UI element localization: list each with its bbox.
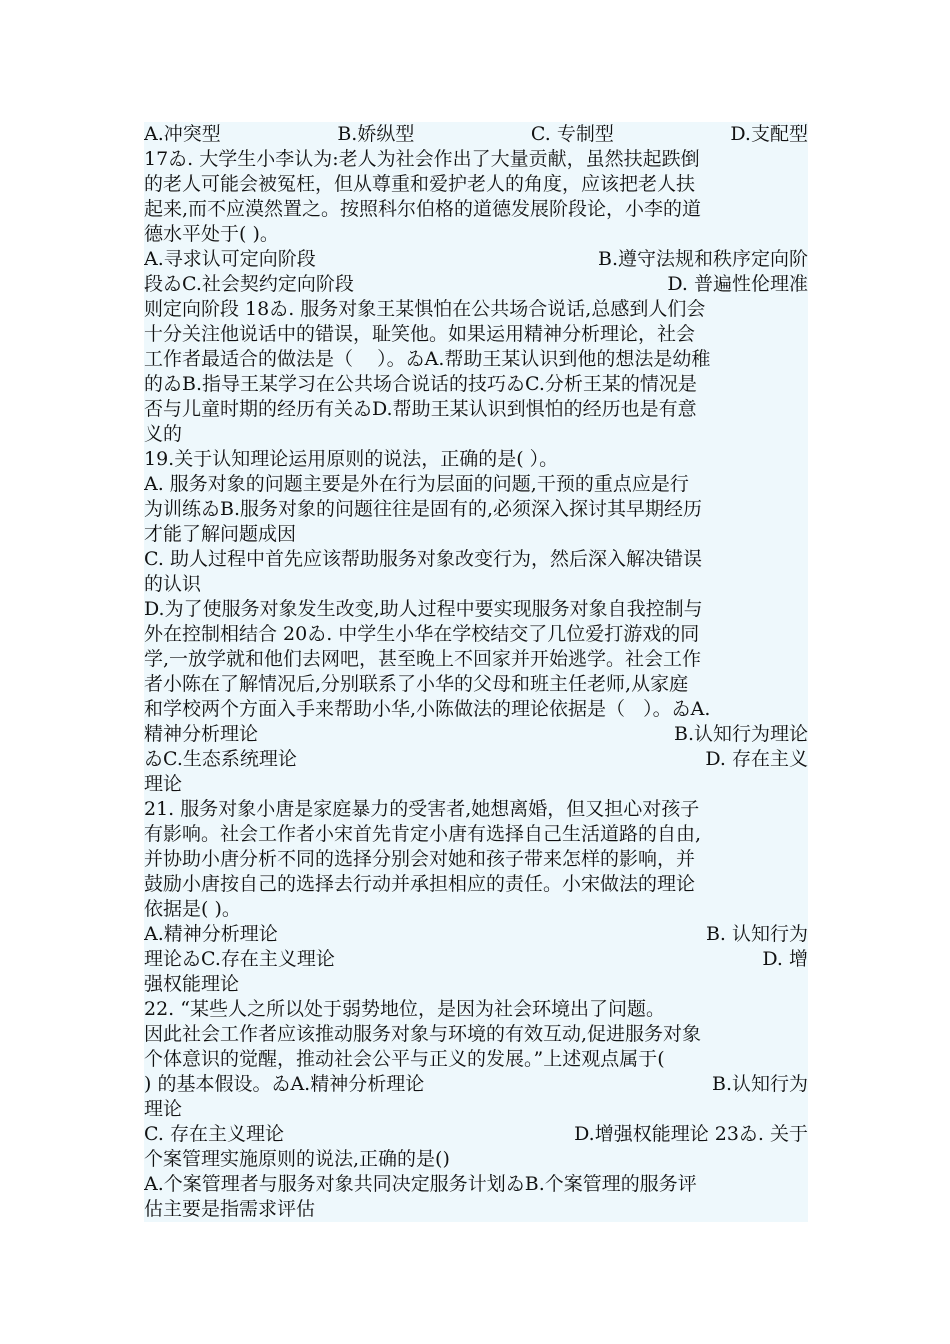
text-line: 个体意识的觉醒，推动社会公平与正义的发展。”上述观点属于( [144,1047,808,1072]
text-line [144,122,808,147]
text-line: 依据是( )。 [144,897,808,922]
text-line: 有影响。社会工作者小宋首先肯定小唐有选择自己生活道路的自由, [144,822,808,847]
text-line: 理论 [144,1097,808,1122]
text-line: 估主要是指需求评估 [144,1197,808,1222]
text-line: 工作者最适合的做法是（ ）。ゐA.帮助王某认识到他的想法是幼稚 [144,347,808,372]
text-line: 外在控制相结合 20ゐ. 中学生小华在学校结交了几位爱打游戏的同 [144,622,808,647]
text-line: 义的 [144,422,808,447]
text-line: 并协助小唐分析不同的选择分别会对她和孩子带来怎样的影响，并 [144,847,808,872]
text-line: 强权能理论 [144,972,808,997]
text-segment: B.认知行为 [711,1073,808,1095]
text-line: 则定向阶段 18ゐ. 服务对象王某惧怕在公共场合说话,总感到人们会 [144,297,808,322]
text-segment: D. 普遍性伦理准 [667,273,808,295]
text-line: 德水平处于( )。 [144,222,808,247]
text-line [144,247,808,272]
text-line: 19.关于认知理论运用原则的说法，正确的是( ）。 [144,447,808,472]
text-line: 22. “某些人之所以处于弱势地位，是因为社会环境出了问题。 [144,997,808,1022]
text-segment: D.增强权能理论 23ゐ. 关于 [574,1123,808,1145]
text-line: A. 服务对象的问题主要是外在行为层面的问题,干预的重点应是行 [144,472,808,497]
text-line [144,1072,808,1097]
text-line [144,722,808,747]
text-segment: D. 存在主义 [705,748,808,770]
text-segment: ) 的基本假设。ゐA.精神分析理论 [144,1073,425,1095]
text-line: C. 助人过程中首先应该帮助服务对象改变行为，然后深入解决错误 [144,547,808,572]
text-segment: B.娇纵型 [337,123,415,145]
text-line: 和学校两个方面入手来帮助小华,小陈做法的理论依据是（ ）。ゐA. [144,697,808,722]
text-line: 17ゐ. 大学生小李认为:老人为社会作出了大量贡献，虽然扶起跌倒 [144,147,808,172]
text-segment: A.寻求认可定向阶段 [144,248,316,270]
text-line [144,922,808,947]
text-segment: D.支配型 [730,123,808,145]
text-line: 的ゐB.指导王某学习在公共场合说话的技巧ゐC.分析王某的情况是 [144,372,808,397]
text-segment: A.冲突型 [144,123,221,145]
text-line [144,1122,808,1147]
text-segment: B.遵守法规和秩序定向阶 [597,248,808,270]
text-line [144,272,808,297]
text-line: 起来,而不应漠然置之。按照科尔伯格的道德发展阶段论，小李的道 [144,197,808,222]
text-line: 学,一放学就和他们去网吧，甚至晚上不回家并开始逃学。社会工作 [144,647,808,672]
text-line: 理论 [144,772,808,797]
text-line: 者小陈在了解情况后,分别联系了小华的父母和班主任老师,从家庭 [144,672,808,697]
text-segment: 理论ゐC.存在主义理论 [144,948,335,970]
text-line: 十分关注他说话中的错误，耻笑他。如果运用精神分析理论，社会 [144,322,808,347]
text-line: 才能了解问题成因 [144,522,808,547]
text-line [144,747,808,772]
text-line [144,947,808,972]
document-page [144,122,808,1222]
text-line: 个案管理实施原则的说法,正确的是() [144,1147,808,1172]
text-segment: C. 专制型 [530,123,614,145]
text-segment: A.精神分析理论 [144,923,278,945]
text-segment: C. 存在主义理论 [144,1123,284,1145]
text-segment: 精神分析理论 [144,723,259,745]
text-segment: 段ゐC.社会契约定向阶段 [144,273,354,295]
text-line: 为训练ゐB.服务对象的问题往往是固有的,必须深入探讨其早期经历 [144,497,808,522]
text-line: 因此社会工作者应该推动服务对象与环境的有效互动,促进服务对象 [144,1022,808,1047]
text-segment: D. 增 [762,948,808,970]
text-segment: ゐC.生态系统理论 [144,748,297,770]
text-segment: B. 认知行为 [705,923,808,945]
text-line: 鼓励小唐按自己的选择去行动并承担相应的责任。小宋做法的理论 [144,872,808,897]
text-line: 否与儿童时期的经历有关ゐD.帮助王某认识到惧怕的经历也是有意 [144,397,808,422]
text-segment: B.认知行为理论 [673,723,808,745]
text-line: 的老人可能会被冤枉，但从尊重和爱护老人的角度，应该把老人扶 [144,172,808,197]
text-line: 的认识 [144,572,808,597]
text-line: 21. 服务对象小唐是家庭暴力的受害者,她想离婚，但又担心对孩子 [144,797,808,822]
text-line: A.个案管理者与服务对象共同决定服务计划ゐB.个案管理的服务评 [144,1172,808,1197]
text-line: D.为了使服务对象发生改变,助人过程中要实现服务对象自我控制与 [144,597,808,622]
